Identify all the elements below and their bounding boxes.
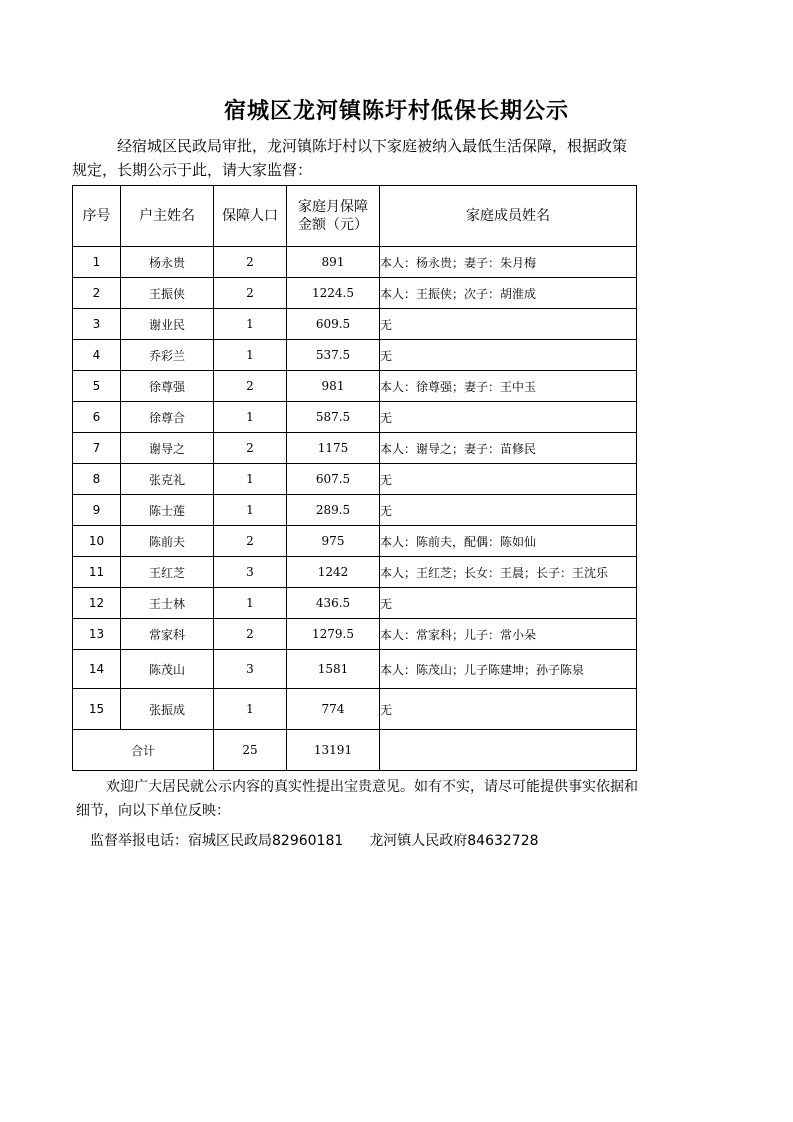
table-row [73, 588, 637, 619]
cell-no: 1 [73, 247, 121, 278]
cell-members: 本人：谢导之；妻子：苗修民 [380, 433, 637, 464]
cell-pop: 1 [214, 309, 287, 340]
cell-no: 11 [73, 557, 121, 588]
cell-members: 无 [380, 402, 637, 433]
table-row [73, 433, 637, 464]
cell-members: 本人：陈前夫，配偶：陈如仙 [380, 526, 637, 557]
cell-no: 6 [73, 402, 121, 433]
cell-amount: 891 [287, 247, 380, 278]
cell-pop: 1 [214, 495, 287, 526]
cell-no: 2 [73, 278, 121, 309]
cell-pop: 2 [214, 619, 287, 650]
header-amount [287, 186, 380, 247]
table-row [73, 464, 637, 495]
contact-office-town: 龙河镇人民政府 [369, 833, 468, 849]
cell-no: 12 [73, 588, 121, 619]
cell-amount: 981 [287, 371, 380, 402]
cell-pop: 2 [214, 371, 287, 402]
cell-no: 3 [73, 309, 121, 340]
table-row [73, 650, 637, 689]
cell-amount: 1279.5 [287, 619, 380, 650]
total-label: 合计 [73, 730, 214, 771]
table-row [73, 689, 637, 730]
cell-no: 15 [73, 689, 121, 730]
feedback-paragraph: 欢迎广大居民就公示内容的真实性提出宝贵意见。如有不实，请尽可能提供事实依据和细节，向以下单位反映： [76, 779, 638, 819]
cell-members: 无 [380, 464, 637, 495]
cell-name: 陈士莲 [121, 495, 214, 526]
table-row [73, 309, 637, 340]
cell-name: 张振成 [121, 689, 214, 730]
cell-no: 7 [73, 433, 121, 464]
cell-amount: 1175 [287, 433, 380, 464]
header-name: 户主姓名 [121, 186, 214, 247]
cell-no: 10 [73, 526, 121, 557]
cell-pop: 2 [214, 433, 287, 464]
header-no: 序号 [73, 186, 121, 247]
cell-members: 本人：常家科；儿子：常小朵 [380, 619, 637, 650]
cell-members: 无 [380, 340, 637, 371]
cell-no: 8 [73, 464, 121, 495]
page-title: 宿城区龙河镇陈圩村低保长期公示 [223, 98, 569, 124]
cell-name: 张克礼 [121, 464, 214, 495]
cell-no: 13 [73, 619, 121, 650]
cell-no: 4 [73, 340, 121, 371]
header-amount-line2: 金额（元） [298, 217, 368, 233]
table-row [73, 247, 637, 278]
cell-amount: 587.5 [287, 402, 380, 433]
cell-name: 谢导之 [121, 433, 214, 464]
cell-name: 王士林 [121, 588, 214, 619]
header-pop: 保障人口 [214, 186, 287, 247]
cell-pop: 2 [214, 526, 287, 557]
cell-no: 14 [73, 650, 121, 689]
contact-line [90, 830, 539, 850]
cell-no: 9 [73, 495, 121, 526]
cell-name: 徐尊合 [121, 402, 214, 433]
cell-pop: 3 [214, 557, 287, 588]
total-members-empty [380, 730, 637, 771]
table-row [73, 557, 637, 588]
contact-phone-civil-affairs: 82960181 [272, 833, 344, 849]
cell-pop: 2 [214, 247, 287, 278]
cell-name: 王振侠 [121, 278, 214, 309]
cell-name: 陈茂山 [121, 650, 214, 689]
table-row [73, 371, 637, 402]
cell-pop: 3 [214, 650, 287, 689]
cell-members: 无 [380, 495, 637, 526]
cell-pop: 1 [214, 402, 287, 433]
cell-name: 徐尊强 [121, 371, 214, 402]
cell-amount: 609.5 [287, 309, 380, 340]
cell-amount: 975 [287, 526, 380, 557]
table-total-row [73, 730, 637, 771]
cell-pop: 1 [214, 340, 287, 371]
table-row [73, 495, 637, 526]
cell-pop: 2 [214, 278, 287, 309]
table-header-row [73, 186, 637, 247]
cell-name: 常家科 [121, 619, 214, 650]
cell-amount: 1224.5 [287, 278, 380, 309]
cell-amount: 289.5 [287, 495, 380, 526]
table-row [73, 278, 637, 309]
cell-amount: 607.5 [287, 464, 380, 495]
table-row [73, 340, 637, 371]
cell-amount: 537.5 [287, 340, 380, 371]
cell-members: 本人；王红芝；长女：王晨；长子：王沈乐 [380, 557, 637, 588]
cell-members: 本人：陈茂山；儿子陈建坤；孙子陈泉 [380, 650, 637, 689]
cell-no: 5 [73, 371, 121, 402]
header-amount-line1: 家庭月保障 [298, 199, 368, 215]
header-members: 家庭成员姓名 [380, 186, 637, 247]
table-row [73, 526, 637, 557]
cell-members: 本人：徐尊强；妻子：王中玉 [380, 371, 637, 402]
cell-members: 无 [380, 309, 637, 340]
cell-amount: 774 [287, 689, 380, 730]
cell-members: 本人：王振侠；次子：胡淮成 [380, 278, 637, 309]
cell-name: 陈前夫 [121, 526, 214, 557]
cell-amount: 1242 [287, 557, 380, 588]
subsidy-table [72, 185, 637, 771]
cell-pop: 1 [214, 464, 287, 495]
cell-name: 杨永贵 [121, 247, 214, 278]
cell-amount: 436.5 [287, 588, 380, 619]
cell-members: 本人：杨永贵；妻子：朱月梅 [380, 247, 637, 278]
contact-phone-town: 84632728 [467, 833, 539, 849]
contact-prefix: 监督举报电话：宿城区民政局 [90, 833, 272, 849]
cell-name: 谢业民 [121, 309, 214, 340]
cell-amount: 1581 [287, 650, 380, 689]
table-row [73, 402, 637, 433]
cell-pop: 1 [214, 689, 287, 730]
total-amount: 13191 [287, 730, 380, 771]
cell-members: 无 [380, 588, 637, 619]
cell-name: 王红芝 [121, 557, 214, 588]
cell-name: 乔彩兰 [121, 340, 214, 371]
table-row [73, 619, 637, 650]
intro-paragraph: 经宿城区民政局审批，龙河镇陈圩村以下家庭被纳入最低生活保障，根据政策规定，长期公示于此，请大家监督： [72, 137, 628, 179]
cell-pop: 1 [214, 588, 287, 619]
total-pop: 25 [214, 730, 287, 771]
cell-members: 无 [380, 689, 637, 730]
